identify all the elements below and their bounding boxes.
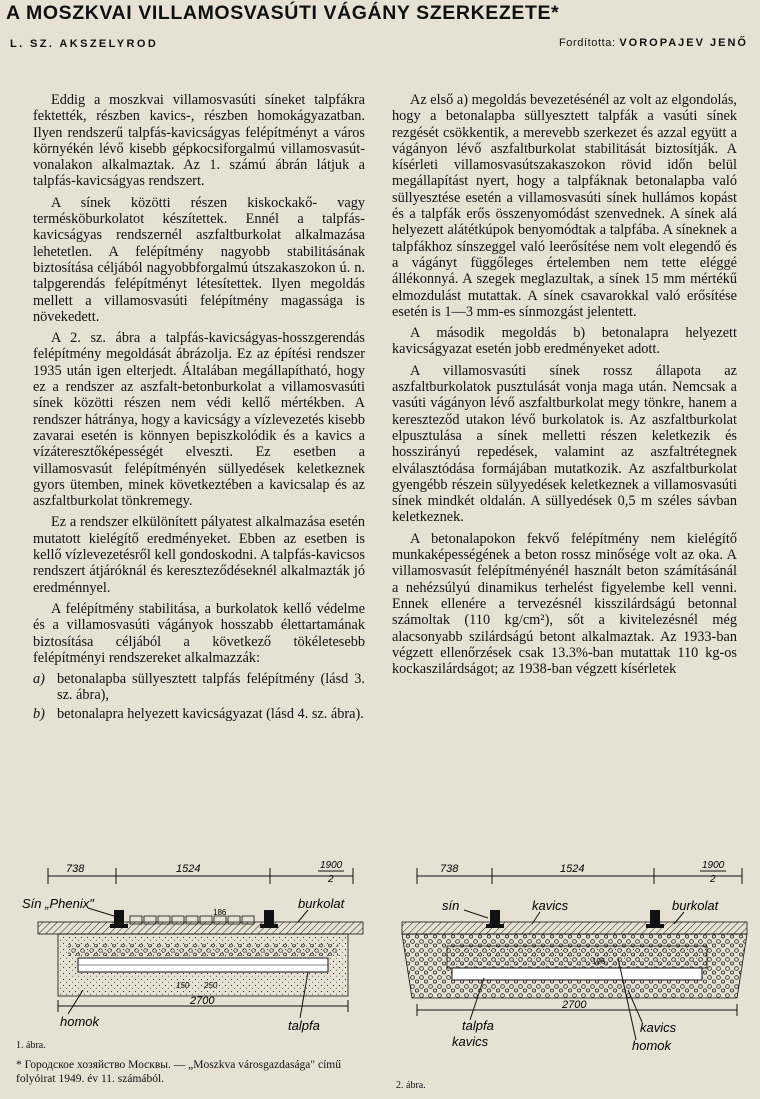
dim-width: 2700	[562, 999, 587, 1011]
list-item-text: betonalapba süllyesztett talpfás felépítmény (lásd 3. sz. ábra),	[57, 671, 365, 704]
dim-width: 2700	[190, 995, 215, 1007]
paragraph: A sínek közötti részen kiskockakő- vagy termésköburkolatot készítettek. Ennél a talpfás-kavicságyas rendszernél aszfaltburkolat alkalmazása lehetetlen. A felépítmény nagyobb stabilitásának biztosítása céljából nagyobbforgalmú útszakaszokon ú. n. talpgerendás felépítményt létesítettek. Ilyen megoldás mellett a villamosvasúti felépítmény magassága is növekedett.	[33, 194, 365, 325]
paragraph: A villamosvasúti sínek rossz állapota az aszfaltburkolatok pusztulását vonja maga után. Nemcsak a vasúti vágányon lévő aszfaltburkolat megy tönkre, hanem a kereszteződ utakon lévő burkolatok is. Az aszfaltburkolat elpusztulása a sínek melletti részen keletkezik és hosszirányú repedések, valamint az aszfaltrétegnek elválasztódása formájában mutatkozik. Az aszfaltburkolat gyengébb részein sülyyedések keletkeznek a villamosvasúti sínek mindkét oldalán. A süllyedések 0,5 m széles sávban keletkeznek.	[392, 362, 737, 526]
translator-name: VOROPAJEV JENŐ	[619, 37, 748, 49]
label-burkolat: burkolat	[672, 898, 719, 913]
dim-right-den: 2	[710, 874, 716, 885]
article-title: A MOSZKVAI VILLAMOSVASÚTI VÁGÁNY SZERKEZETE*	[6, 2, 560, 24]
list-item-text: betonalapra helyezett kavicságyazat (lásd 4. sz. ábra).	[57, 705, 364, 722]
list-item-label: a)	[33, 671, 45, 688]
dim-left: 738	[440, 863, 459, 875]
dim-left: 738	[66, 863, 85, 875]
paragraph: A 2. sz. ábra a talpfás-kavicságyas-hosszgerendás felépítmény megoldását ábrázolja. Ez az építési rendszer 1935 után igen elterjedt. Általában megállapítható, hogy ez a rendszer az aszfalt-betonburkolat a villamosvasúti sínek közötti részen nem védi kellő mértékben. A rendszer hátránya, hogy a kavicságy a vízlevezetés kisebb zavarai esetén is könnyen bepiszkolódik és a kavics a vízáteresztőképességét elveszti. Ez esetben a villamosvasút felépítményén süllyedések keletkeznek gyors ütemben, minek következtében a kavicsalap és az aszfaltburkolat tönkremegy.	[33, 330, 365, 510]
label-kavics-top: kavics	[532, 898, 569, 913]
figure-1-drawing	[8, 858, 368, 1048]
paragraph: Az első a) megoldás bevezetésénél az volt az elgondolás, hogy a betonalapba süllyesztett talpfák a vasúti sínek rezgését csökkentik, a merevebb szerkezet és azzal együtt a vágányon lévő aszfaltburkolat stabilitását biztosítják. A kísérleti villamosvasútszakaszokon rövid időn belül megállapítást nyert, hogy a talpfáknak betonalapba való süllyesztése esetén a villamosvasúti sínek hullámos kopást és a talpfák erős összenyomódást szenvednek. A sínek alá helyezett alátétkúpok benyomódtak a talpfába. A síneknek a talpfákhoz sínszeggel való leerősítése nem volt elegendő és a vágányt függőleges értelemben nem tette eléggé állékonnyá. A szegek meglazultak, a sínek 15 mm mértékű elmozdulást mutattak. A sínek csavarokkal való erősítése esetén is 1—3 mm-es sínmozgást jelentett.	[392, 92, 737, 320]
dim-right-den: 2	[328, 874, 334, 885]
figure-1-caption: 1. ábra.	[16, 1040, 46, 1051]
paragraph: Eddig a moszkvai villamosvasúti síneket talpfákra fektették, részben kavics-, részben homokágyazatban. Ilyen rendszerű talpfás-kavicságyas felépítményt a város környékén lévő kisebb gépkocsiforgalmú villamosvasút-vonalakon alkalmaztak. Az 1. számú ábrán látjuk a talpfás-kavicságyas rendszert.	[33, 92, 365, 190]
dim-middle: 1524	[560, 863, 585, 875]
label-186: 186	[213, 908, 227, 917]
figure-2-caption: 2. ábra.	[396, 1080, 426, 1091]
list-item-label: b)	[33, 705, 45, 722]
label-burkolat: burkolat	[298, 896, 345, 911]
label-250: 250	[204, 981, 218, 990]
translator-prefix: Fordította:	[558, 37, 616, 49]
label-150: 150	[176, 981, 190, 990]
label-sin: Sín „Phenix"	[22, 896, 94, 911]
paragraph: A második megoldás b) betonalapra helyezett kavicságyazat esetén jobb eredményeket adott.	[392, 325, 737, 358]
paragraph: A betonalapokon fekvő felépítmény nem kielégítő munkaképességének a beton rossz minősége volt az oka. A villamosvasút felépítményénél használt beton számításánál a nehézsúlyú dinamikus terhelést figyelembe kell venni. Ennek ellenére a tervezésnél kisszilárdságú betonnal számoltak (110 kg/cm²), sőt a kivitelezésnél még alacsonyabb szilárdságú betont alkalmaztak. Az 1933-ban végzett ellenőrzések csak 13.3%-ban mutattak 110 kg-os kockaszilárdságot; az 1938-ban végzett kísérletek	[392, 530, 737, 678]
figure-2-drawing	[392, 858, 756, 1058]
paragraph: A felépítmény stabilitása, a burkolatok kellő védelme és a villamosvasúti vágányok hosszabb élettartamának biztosítása céljából a következő tökéletesebb felépítményi rendszereket alkalmazzák:	[33, 600, 365, 666]
right-column	[392, 92, 737, 682]
label-196: 196	[592, 957, 606, 966]
list-item	[33, 671, 365, 704]
translator-credit	[559, 37, 748, 49]
label-homok: homok	[632, 1038, 672, 1053]
paragraph: Ez a rendszer elkülönített pályatest alkalmazása esetén mutatott kielégítő eredményeket. Ebben az esetben is kellő vízlevezetésről kell gondoskodni. A talpfás-kavicsos rendszert átjáróknál és kereszteződéseknél alkalmazták jó eredménnyel.	[33, 514, 365, 596]
label-talpfa: talpfa	[462, 1018, 494, 1033]
author-name: L. SZ. AKSZELYROD	[10, 38, 159, 50]
label-talpfa: talpfa	[288, 1018, 320, 1033]
label-homok: homok	[60, 1014, 100, 1029]
list-item	[33, 706, 365, 722]
dim-right-num: 1900	[320, 860, 343, 871]
label-kavics-right: kavics	[640, 1020, 677, 1035]
label-sin: sín	[442, 898, 460, 913]
dim-right-num: 1900	[702, 860, 725, 871]
left-column	[33, 92, 365, 724]
footnote: * Городское хозяйство Москвы. — „Moszkva városgazdasága" című folyóirat 1949. év 11. számából.	[16, 1059, 341, 1085]
dim-middle: 1524	[176, 863, 201, 875]
label-kavics-left: kavics	[452, 1034, 489, 1049]
